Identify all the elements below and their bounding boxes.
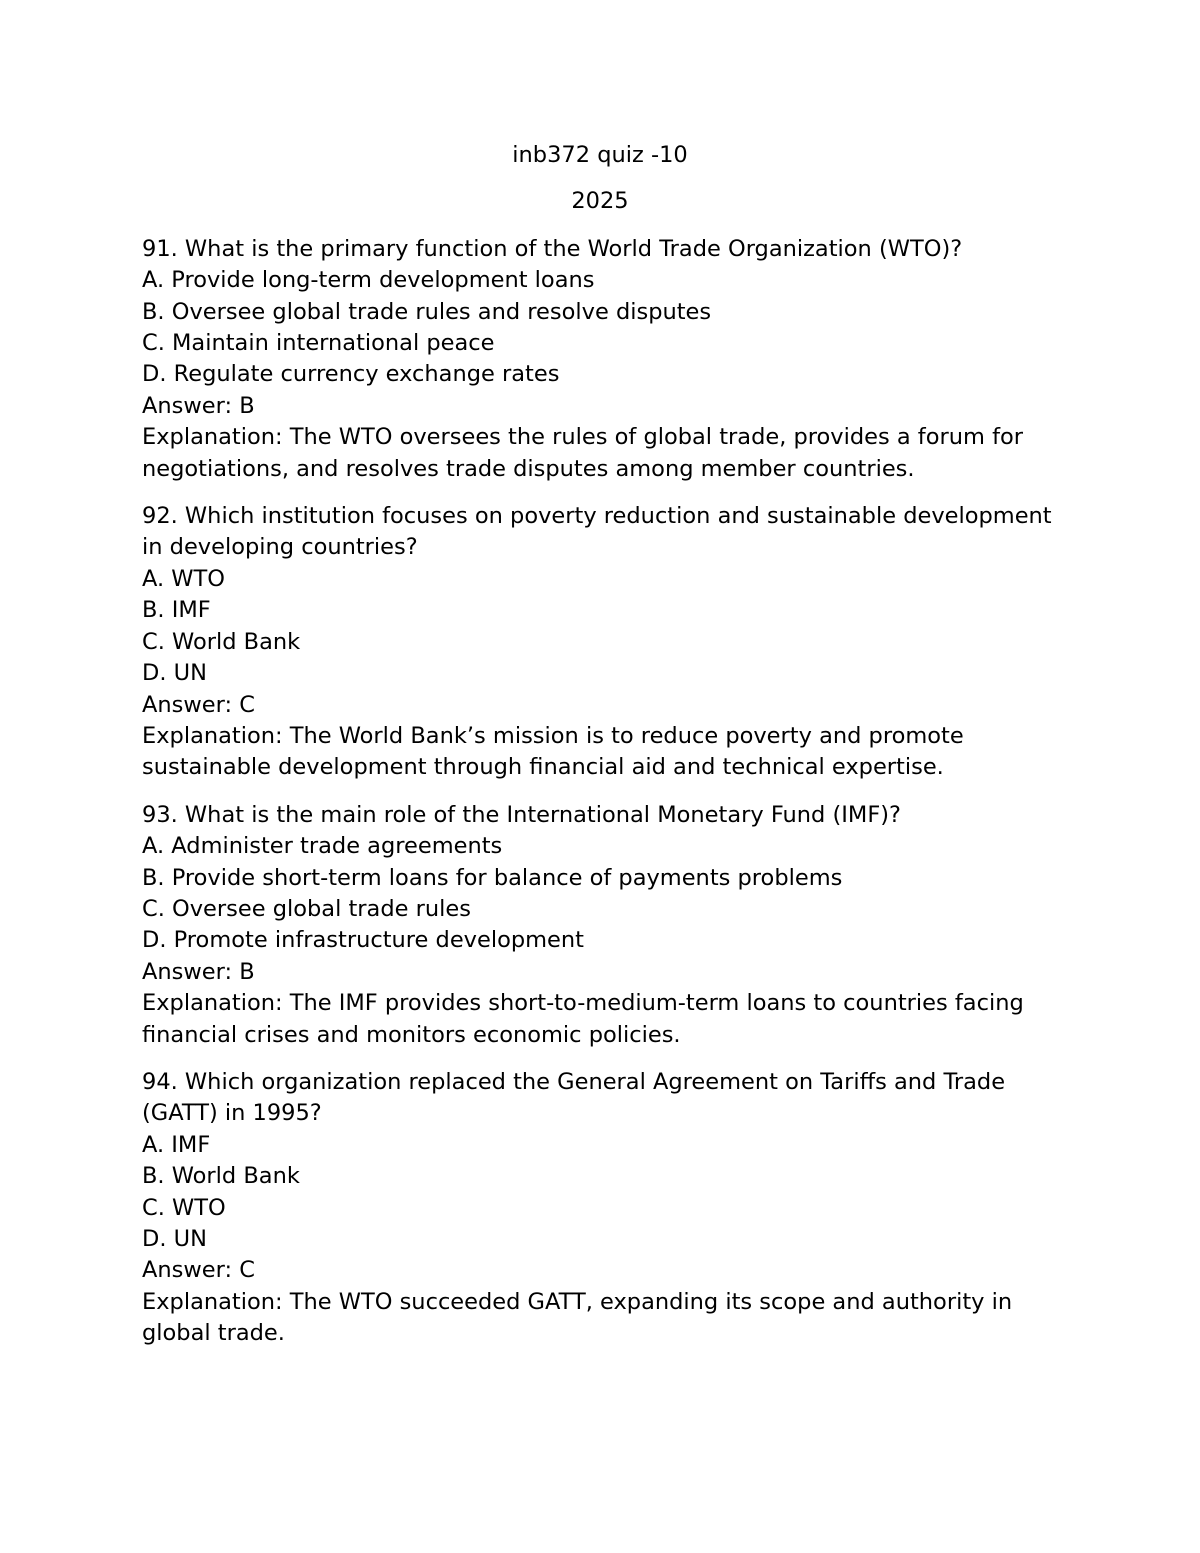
option-b: B. Provide short-term loans for balance of payments problems (142, 864, 843, 891)
question-text: 93. What is the main role of the International Monetary Fund (IMF)? (142, 801, 901, 828)
option-c: C. Maintain international peace (142, 330, 495, 357)
answer-text: Answer: B (142, 958, 255, 985)
option-c: C. Oversee global trade rules (142, 895, 471, 922)
question-block-92 (142, 501, 1072, 784)
option-a: A. IMF (142, 1131, 211, 1158)
explanation-text: Explanation: The WTO oversees the rules of global trade, provides a forum for negotiations, and resolves trade disputes among member countries. (142, 424, 1024, 482)
document-year: 2025 (571, 188, 629, 215)
question-block-94 (142, 1067, 1072, 1350)
option-b: B. Oversee global trade rules and resolve disputes (142, 298, 712, 325)
question-text: 92. Which institution focuses on poverty reduction and sustainable development in developing countries? (142, 503, 1052, 561)
option-c: C. WTO (142, 1194, 226, 1221)
option-a: A. Provide long-term development loans (142, 267, 595, 294)
option-c: C. World Bank (142, 628, 301, 655)
option-d: D. Promote infrastructure development (142, 927, 584, 954)
explanation-text: Explanation: The World Bank’s mission is to reduce poverty and promote sustainable development through financial aid and technical expertise. (142, 722, 964, 781)
option-b: B. World Bank (142, 1163, 300, 1190)
question-text: 91. What is the primary function of the World Trade Organization (WTO)? (142, 235, 963, 262)
explanation-text: Explanation: The IMF provides short-to-medium-term loans to countries facing financial crises and monitors economic policies. (142, 990, 1024, 1048)
option-d: D. UN (142, 660, 207, 687)
option-a: A. Administer trade agreements (142, 833, 503, 860)
option-d: D. Regulate currency exchange rates (142, 361, 560, 388)
answer-text: Answer: C (142, 1257, 255, 1284)
question-block-93 (142, 800, 1072, 1051)
answer-text: Answer: C (142, 691, 255, 718)
question-block-91 (142, 234, 1072, 485)
option-d: D. UN (142, 1226, 207, 1252)
document-title: inb372 quiz -10 (512, 142, 688, 168)
document-content (142, 140, 1072, 1366)
option-a: A. WTO (142, 565, 226, 592)
option-b: B. IMF (142, 597, 211, 624)
question-text: 94. Which organization replaced the General Agreement on Tariffs and Trade (GATT) in 1995? (142, 1068, 1006, 1127)
answer-text: Answer: B (142, 392, 255, 419)
explanation-text: Explanation: The WTO succeeded GATT, expanding its scope and authority in global trade. (142, 1288, 1013, 1347)
